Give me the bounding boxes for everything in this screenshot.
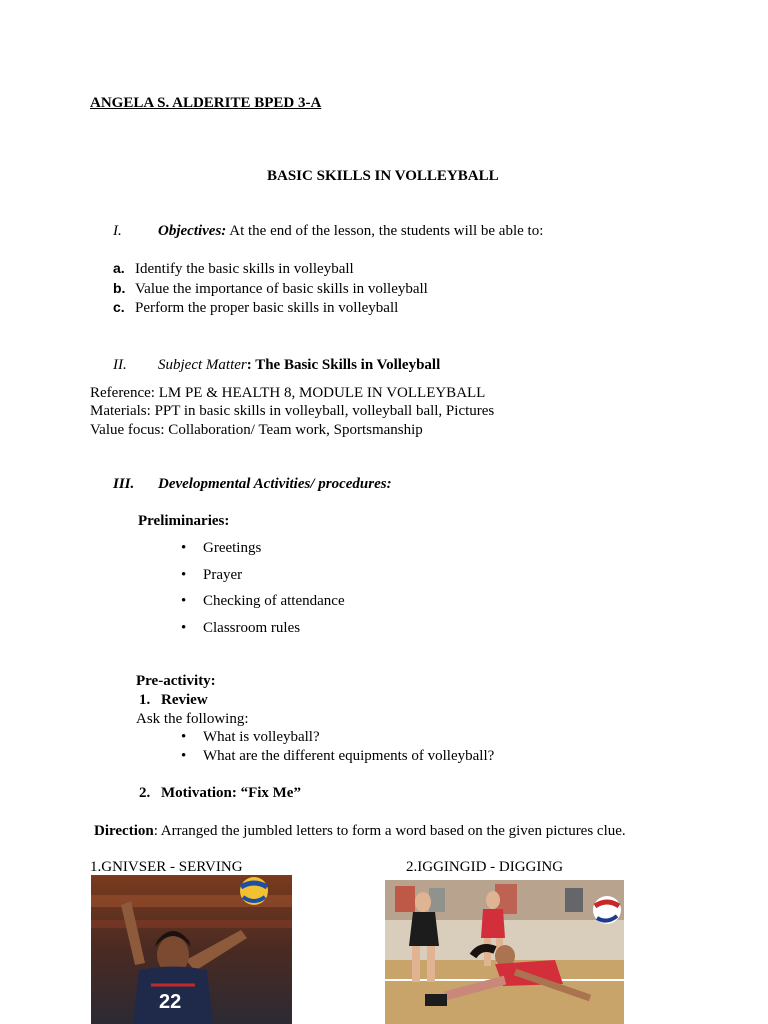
question-text: What are the different equipments of volleyball? <box>203 748 495 764</box>
section-3-heading: Developmental Activities/ procedures: <box>158 476 392 492</box>
question-text: What is volleyball? <box>203 729 320 745</box>
bullet: • <box>181 567 187 583</box>
preliminaries-label: Preliminaries: <box>138 513 230 529</box>
preliminary-item <box>181 566 242 584</box>
ask-text: Ask the following: <box>136 711 249 727</box>
objectives-text: At the end of the lesson, the students will be able to: <box>229 223 544 239</box>
page-title: BASIC SKILLS IN VOLLEYBALL <box>267 168 499 184</box>
objective-item <box>113 280 428 298</box>
direction-text: : Arranged the jumbled letters to form a word based on the given pictures clue. <box>153 823 626 839</box>
question-item <box>181 728 320 746</box>
section-1-numeral: I. <box>113 223 122 239</box>
preliminary-text: Greetings <box>203 540 262 556</box>
motivation-heading <box>139 784 301 802</box>
objective-text: Identify the basic skills in volleyball <box>135 261 354 277</box>
preliminary-item <box>181 539 261 557</box>
pre-activity-label: Pre-activity: <box>136 673 216 689</box>
review-label: Review <box>161 692 208 708</box>
section-2-numeral: II. <box>113 357 127 373</box>
motivation-label: Motivation: “Fix Me” <box>161 785 301 801</box>
bullet: • <box>181 620 187 636</box>
reference-line: Reference: LM PE & HEALTH 8, MODULE IN VOLLEYBALL <box>90 385 486 401</box>
preliminary-item <box>181 619 300 637</box>
objective-item <box>113 260 354 278</box>
objectives-label: Objectives: <box>158 223 227 239</box>
objective-text: Perform the proper basic skills in volleyball <box>135 300 399 316</box>
section-3-numeral: III. <box>113 476 135 492</box>
caption-serving: 1.GNIVSER - SERVING <box>90 859 243 875</box>
objective-item <box>113 299 398 317</box>
question-item <box>181 747 494 765</box>
value-focus-line: Value focus: Collaboration/ Team work, Sportsmanship <box>90 422 423 438</box>
review-heading <box>139 691 208 709</box>
digging-photo <box>385 880 624 1024</box>
subject-matter-text: : The Basic Skills in Volleyball <box>246 357 441 373</box>
bullet: • <box>181 593 187 609</box>
preliminary-text: Classroom rules <box>203 620 301 636</box>
materials-line: Materials: PPT in basic skills in volleyball, volleyball ball, Pictures <box>90 403 495 419</box>
bullet: • <box>181 729 187 745</box>
objective-marker: c. <box>113 299 125 315</box>
jersey-number: 22 <box>159 991 182 1013</box>
direction-line <box>94 822 626 840</box>
preliminary-text: Checking of attendance <box>203 593 345 609</box>
direction-label: Direction <box>94 823 154 839</box>
objective-marker: a. <box>113 260 125 276</box>
motivation-number: 2. <box>139 785 151 801</box>
review-number: 1. <box>139 692 151 708</box>
bullet: • <box>181 540 187 556</box>
preliminary-text: Prayer <box>203 567 243 583</box>
bullet: • <box>181 748 187 764</box>
author-line: ANGELA S. ALDERITE BPED 3-A <box>90 95 322 111</box>
section-2-heading <box>158 356 440 374</box>
objective-marker: b. <box>113 280 126 296</box>
caption-digging: 2.IGGINGID - DIGGING <box>406 859 564 875</box>
preliminary-item <box>181 592 345 610</box>
serving-photo <box>91 875 292 1024</box>
objective-text: Value the importance of basic skills in volleyball <box>135 281 428 297</box>
section-1-heading <box>158 222 543 240</box>
subject-matter-label: Subject Matter <box>158 357 247 373</box>
